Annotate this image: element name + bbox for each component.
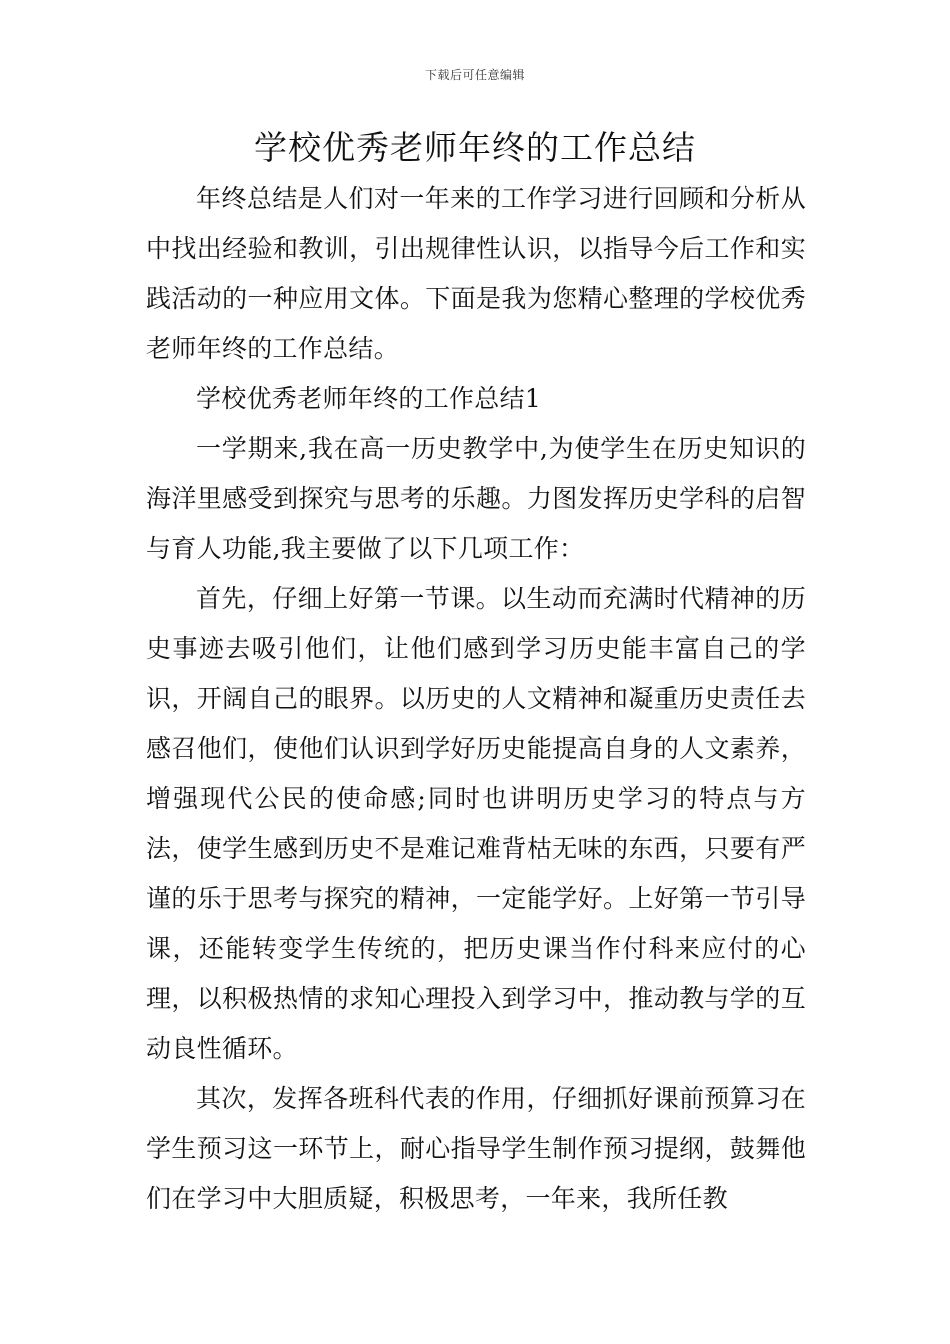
header-note: 下载后可任意编辑	[424, 68, 525, 82]
document-body	[146, 174, 806, 1224]
paragraph-2: 首先，仔细上好第一节课。以生动而充满时代精神的历史事迹去吸引他们，让他们感到学习历史能丰富自己的学识，开阔自己的眼界。以历史的人文精神和凝重历史责任去感召他们，使他们认识到学好历史能提高自身的人文素养，增强现代公民的使命感;同时也讲明历史学习的特点与方法，使学生感到历史不是难记难背枯无味的东西，只要有严谨的乐于思考与探究的精神，一定能学好。上好第一节引导课，还能转变学生传统的，把历史课当作付科来应付的心理，以积极热情的求知心理投入到学习中，推动教与学的互动良性循环。	[146, 584, 806, 1063]
section-heading: 学校优秀老师年终的工作总结1	[196, 384, 542, 413]
paragraph-3: 其次，发挥各班科代表的作用，仔细抓好课前预算习在学生预习这一环节上，耐心指导学生制作预习提纲，鼓舞他们在学习中大胆质疑，积极思考，一年来，我所任教	[146, 1084, 806, 1213]
document-title: 学校优秀老师年终的工作总结	[254, 128, 696, 167]
paragraph-1: 一学期来,我在高一历史教学中,为使学生在历史知识的海洋里感受到探究与思考的乐趣。力图发挥历史学科的启智与育人功能,我主要做了以下几项工作：	[146, 434, 806, 563]
paragraph-intro: 年终总结是人们对一年来的工作学习进行回顾和分析从中找出经验和教训，引出规律性认识，以指导今后工作和实践活动的一种应用文体。下面是我为您精心整理的学校优秀老师年终的工作总结。	[146, 184, 806, 363]
